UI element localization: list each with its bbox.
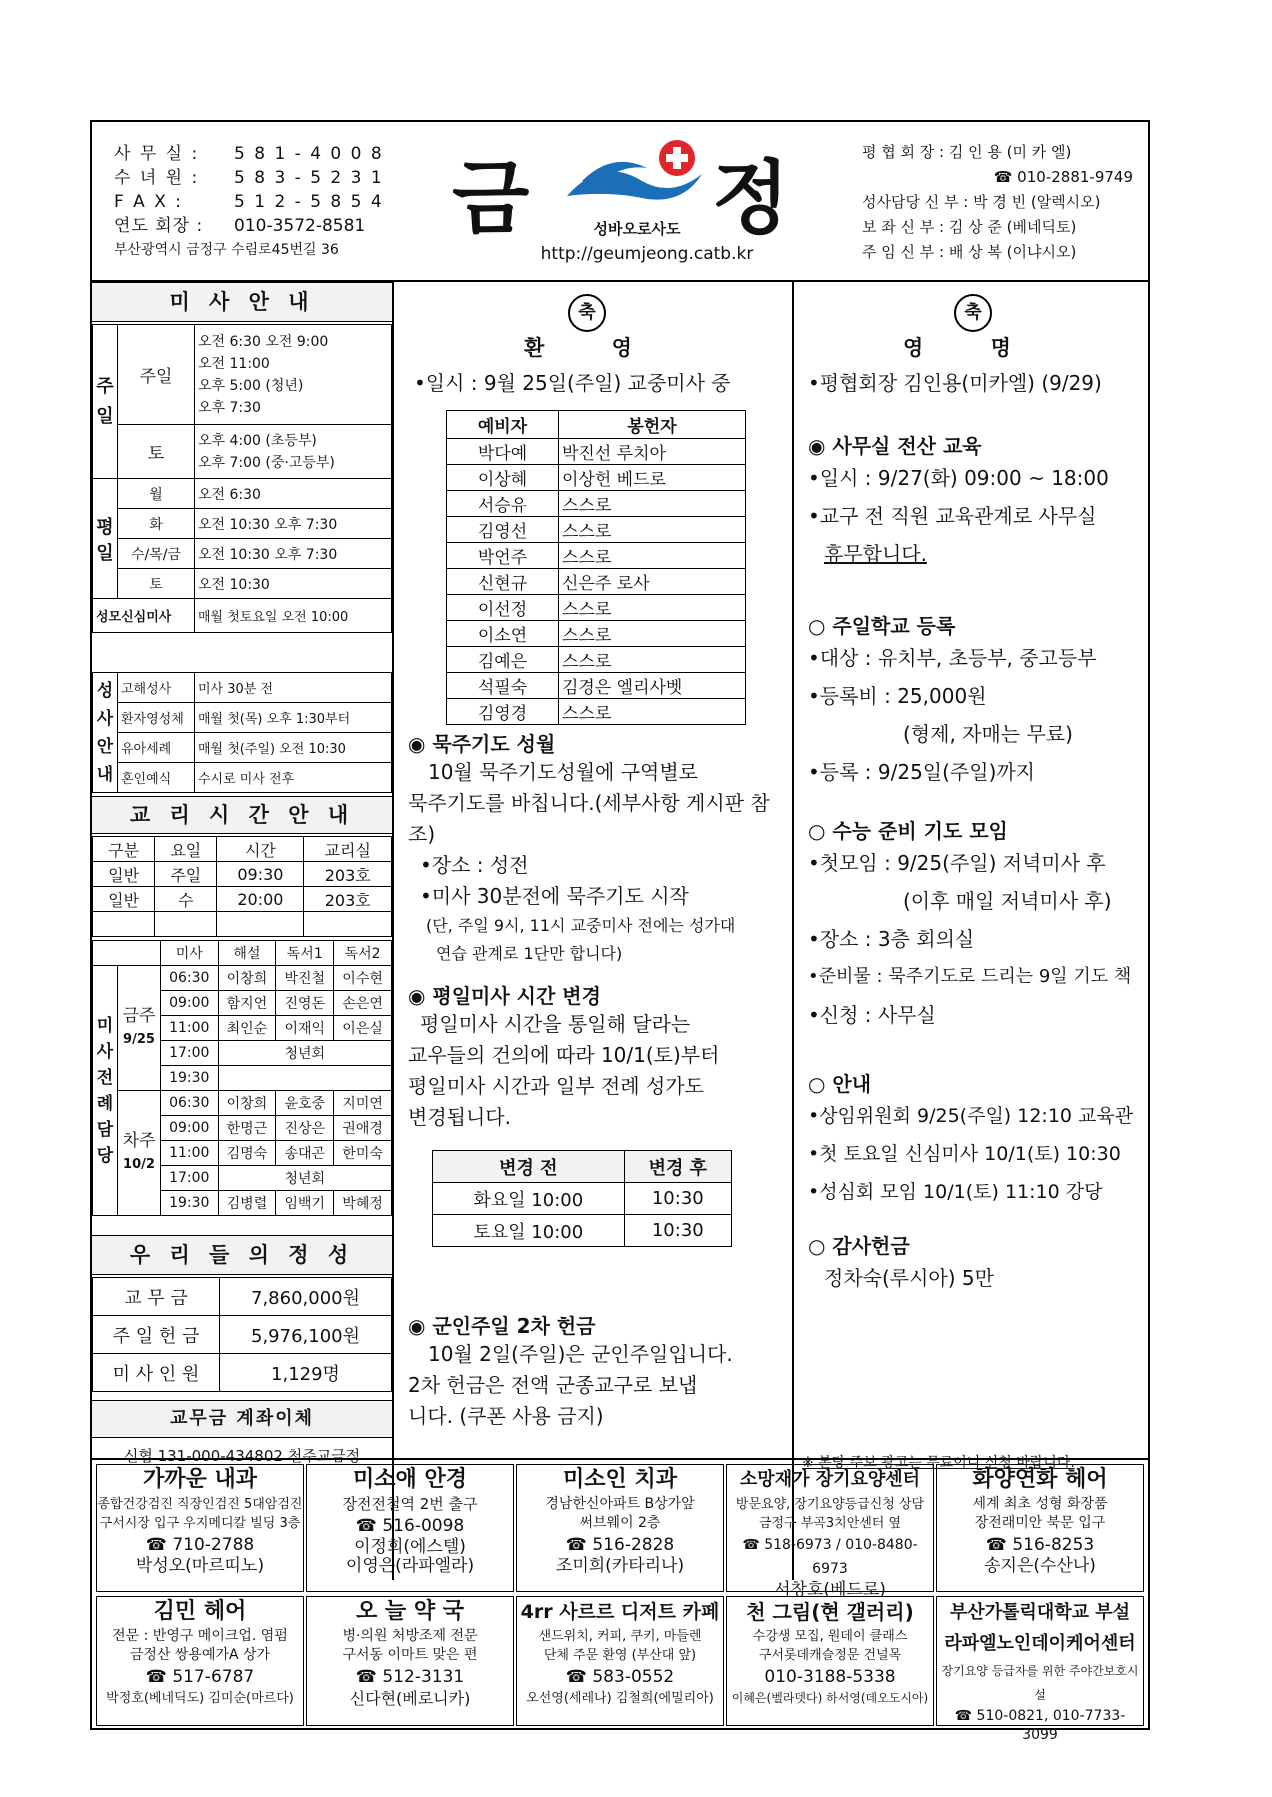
- heart-mass-value: 매월 첫토요일 오전 10:00: [195, 599, 392, 633]
- weekday-time: 오전 10:30 오후 7:30: [195, 509, 392, 539]
- contact-office: 사 무 실 : 5 8 1 - 4 0 0 8: [114, 144, 384, 164]
- name-day-line: •평협회장 김인용(미카엘) (9/29): [808, 371, 1102, 395]
- ad-card[interactable]: 미소인 치과 경남한신아파트 B상가앞 써브웨이 2층 ☎ 516-2828 조미희(카타리나): [516, 1464, 724, 1592]
- sunday-times: 오전 6:30 오전 9:00 오전 11:00 오후 5:00 (청년) 오후 7:30: [195, 325, 392, 425]
- footer-note: ※ 본당 주보 광고는 무료이니 신청 바랍니다.: [802, 1455, 1075, 1471]
- weekday-change-title: ◉ 평일미사 시간 변경: [408, 984, 601, 1008]
- clergy-line: 성사담당 신 부 : 박 경 빈 (알렉시오): [862, 193, 1101, 211]
- middle-column: [394, 280, 792, 1580]
- clergy-line: ☎ 010-2881-9749: [993, 168, 1133, 186]
- week-label: 금주 9/25: [118, 966, 161, 1091]
- weekday-label: 토: [118, 569, 195, 599]
- sunday-school-section: ○ 주일학교 등록 •대상 : 유치부, 초등부, 중고등부 •등록비 : 25,000원 (형제, 자매는 무료) •등록 : 9/25일(주일)까지: [808, 610, 1148, 791]
- sacrament-group: 성사안내: [93, 673, 118, 793]
- it-edu-section: ◉ 사무실 전산 교육 •일시 : 9/27(화) 09:00 ~ 18:00 •교구 전 직원 교육관계로 사무실 휴무합니다.: [808, 430, 1148, 573]
- ad-card[interactable]: 부산가톨릭대학교 부설 라파엘노인데이케어센터 장기요양 등급자를 위한 주야간보호시설 ☎ 510-0821, 010-7733-3099: [936, 1596, 1144, 1726]
- ad-card[interactable]: 미소애 안경 장전전철역 2번 출구 ☎ 516-0098 이정희(에스텔) 이영은(라파엘라): [306, 1464, 514, 1592]
- liturgy-group: 미사전례담당: [93, 966, 118, 1216]
- left-column: [92, 280, 392, 1580]
- sunday-school-title: ○ 주일학교 등록: [808, 614, 956, 638]
- week-label: 차주 10/2: [118, 1091, 161, 1216]
- exam-prayer-section: ○ 수능 준비 기도 모임 •첫모임 : 9/25(주일) 저녁미사 후 (이후 매일 저녁미사 후) •장소 : 3층 회의실 •준비물 : 묵주기도로 드리는 9일 기도 책 •신청 : 사무실: [808, 815, 1148, 1034]
- sunday-group: 주일: [93, 325, 118, 479]
- sacrament-label: 혼인예식: [118, 763, 195, 793]
- contact-fax: F A X : 5 1 2 - 5 8 5 4: [114, 192, 384, 212]
- heart-mass-label: 성모신심미사: [93, 599, 195, 633]
- website-link[interactable]: http://geumjeong.catb.kr: [540, 244, 754, 264]
- right-column: [794, 280, 1150, 1580]
- account-title: 교무금 계좌이체: [92, 1400, 392, 1438]
- weekday-label: 수/목/금: [118, 539, 195, 569]
- name-day-title: 영 명: [903, 336, 1041, 360]
- saturday-times: 오후 4:00 (초등부) 오후 7:00 (중·고등부): [195, 425, 392, 479]
- sacrament-label: 유아세례: [118, 733, 195, 763]
- title-right: 정: [712, 152, 790, 245]
- clergy-line: 주 임 신 부 : 배 상 복 (이냐시오): [862, 243, 1077, 261]
- military-section: ◉ 군인주일 2차 헌금 10월 2일(주일)은 군인주일입니다. 2차 헌금은 전액 군종교구로 보냅 니다. (쿠폰 사용 금지): [408, 1310, 788, 1432]
- ad-card[interactable]: 천 그림(현 갤러리) 수강생 모집, 원데이 클래스 구서롯데캐슬정문 건널목 010-3188-5338 이혜은(벨라뎃다) 하서영(데오도시아): [726, 1596, 934, 1726]
- weekday-group: 평일: [93, 479, 118, 599]
- account-number: 신협 131-000-434802 천주교금정: [123, 1447, 361, 1465]
- sunday-label: 주일: [118, 325, 195, 425]
- address: 부산광역시 금정구 수림로45번길 36: [114, 242, 339, 258]
- rosary-section: ◉ 묵주기도 성월 10월 묵주기도성월에 구역별로 묵주기도를 바칩니다.(세부사항 게시판 참조) •장소 : 성전 •미사 30분전에 묵주기도 시작 (단, 주일 9시, 11시 교중미사 전에는 성가대 연습 관계로 1단만 합니다): [408, 728, 788, 968]
- liturgy-table: 미사 해설 독서1 독서2 미사전례담당 금주 9/25 06:30 이창희 박진철 이수현 09:00 함지언 진영돈 손은연 11:00 최인순 이재익 이은실 17:00 청년회 19:30 차주 10/2 06:30 이창희 윤호중 지미연 09:00 한명근 진상은 권애경 11:00 김명숙 송대곤 한미숙 17:00 청년회 19:30 김병렬 임백기 박혜정: [92, 940, 392, 1216]
- ads-area: [92, 1458, 1148, 1743]
- title-left: 금: [452, 152, 530, 245]
- clergy-line: 보 좌 신 부 : 김 상 준 (베네딕토): [862, 218, 1077, 236]
- sacrament-label: 환자영성체: [118, 703, 195, 733]
- weekday-label: 월: [118, 479, 195, 509]
- welcome-title: 환 영: [524, 336, 662, 360]
- it-edu-title: ◉ 사무실 전산 교육: [808, 434, 982, 458]
- clergy-info: [862, 140, 1137, 265]
- ad-card[interactable]: 오 늘 약 국 병·의원 처방조제 전문 구서동 이마트 맞은 편 ☎ 512-3131 신다현(베로니카): [306, 1596, 514, 1726]
- sacrament-value: 수시로 미사 전후: [195, 763, 392, 793]
- weekday-change-section: ◉ 평일미사 시간 변경 평일미사 시간을 통일해 달라는 교우들의 건의에 따라 10/1(토)부터 평일미사 시간과 일부 전례 성가도 변경됩니다.: [408, 980, 788, 1133]
- sacrament-value: 미사 30분 전: [195, 673, 392, 703]
- contact-convent: 수 녀 원 : 5 8 3 - 5 2 3 1: [114, 168, 384, 188]
- sacrament-table: [92, 672, 392, 793]
- notice-section: ○ 안내 •상임위원회 9/25(주일) 12:10 교육관 •첫 토요일 신심미사 10/1(토) 10:30 •성심회 모임 10/1(토) 11:10 강당: [808, 1068, 1148, 1211]
- ad-card[interactable]: 4rr 사르르 디저트 카페 샌드위치, 커피, 쿠키, 마들렌 단체 주문 환영 (부산대 앞) ☎ 583-0552 오선영(세레나) 김철희(에밀리아): [516, 1596, 724, 1726]
- ad-card[interactable]: 김민 헤어 전문 : 반영구 메이크업. 염펌 금정산 쌍용예가A 상가 ☎ 517-6787 박정호(베네딕도) 김미순(마르다): [96, 1596, 304, 1726]
- ad-card[interactable]: 소망재가 장기요양센터 방문요양, 장기요양등급신청 상담 금정구 부곡3치안센터 옆 ☎ 518-6973 / 010-8480-6973 서창호(베드로): [726, 1464, 934, 1592]
- weekday-time: 오전 10:30 오후 7:30: [195, 539, 392, 569]
- thanks-section: ○ 감사헌금 정차숙(루시아) 5만: [808, 1230, 1148, 1297]
- saturday-label: 토: [118, 425, 195, 479]
- welcome-date: •일시 : 9월 25일(주일) 교중미사 중: [414, 371, 731, 395]
- clergy-line: 평 협 회 장 : 김 인 용 (미 카 엘): [862, 143, 1072, 161]
- ad-card[interactable]: 화양연화 헤어 세계 최초 성형 화장품 장전래미안 북문 입구 ☎ 516-8253 송지은(수산나): [936, 1464, 1144, 1592]
- celebration-badge-icon: 축: [568, 294, 606, 332]
- ad-card[interactable]: 가까운 내과 종합건강검진 직장인검진 5대암검진 구서시장 입구 우지메디칼 빌딩 3층 ☎ 710-2788 박성오(마르띠노): [96, 1464, 304, 1592]
- mass-table: [92, 324, 392, 633]
- logo-text: 성바오로사도: [593, 220, 681, 238]
- celebration-badge-icon: 축: [954, 294, 992, 332]
- sacrament-value: 매월 첫(목) 오후 1:30부터: [195, 703, 392, 733]
- notice-title: ○ 안내: [808, 1072, 872, 1096]
- parish-logo-icon: [562, 136, 712, 216]
- bulletin-frame: [90, 120, 1150, 1743]
- sacrament-value: 매월 첫(주일) 오전 10:30: [195, 733, 392, 763]
- change-table: 변경 전 변경 후 화요일 10:00 10:30 토요일 10:00 10:30: [432, 1150, 732, 1247]
- mass-title: 미 사 안 내: [92, 282, 392, 322]
- catechism-table: 구분 요일 시간 교리실 일반 주일 09:30 203호 일반 수 20:00 203호: [92, 836, 392, 937]
- weekday-time: 오전 10:30: [195, 569, 392, 599]
- catechism-title: 교 리 시 간 안 내: [92, 796, 392, 834]
- rosary-title: ◉ 묵주기도 성월: [408, 732, 556, 756]
- military-title: ◉ 군인주일 2차 헌금: [408, 1314, 596, 1338]
- header: [92, 122, 1148, 282]
- offering-title: 우 리 들 의 정 성: [92, 1235, 392, 1275]
- weekday-time: 오전 6:30: [195, 479, 392, 509]
- header-contacts: [114, 142, 394, 262]
- welcome-table: 예비자 봉헌자 박다예 박진선 루치아 이상혜 이상헌 베드로 서승유 스스로 김영선 스스로 박언주 스스로 신현규 신은주 로사 이선정 스스로 이소연 스스로 김예은 스스로 석필숙 김경은 엘리사벳 김영경 스스로: [446, 410, 746, 725]
- offering-table: 교 무 금 7,860,000원 주 일 헌 금 5,976,100원 미 사 인 원 1,129명: [92, 1277, 392, 1392]
- exam-prayer-title: ○ 수능 준비 기도 모임: [808, 819, 1008, 843]
- contact-president: 연도 회장 : 010-3572-8581: [114, 216, 366, 236]
- weekday-label: 화: [118, 509, 195, 539]
- sacrament-label: 고해성사: [118, 673, 195, 703]
- thanks-title: ○ 감사헌금: [808, 1234, 910, 1258]
